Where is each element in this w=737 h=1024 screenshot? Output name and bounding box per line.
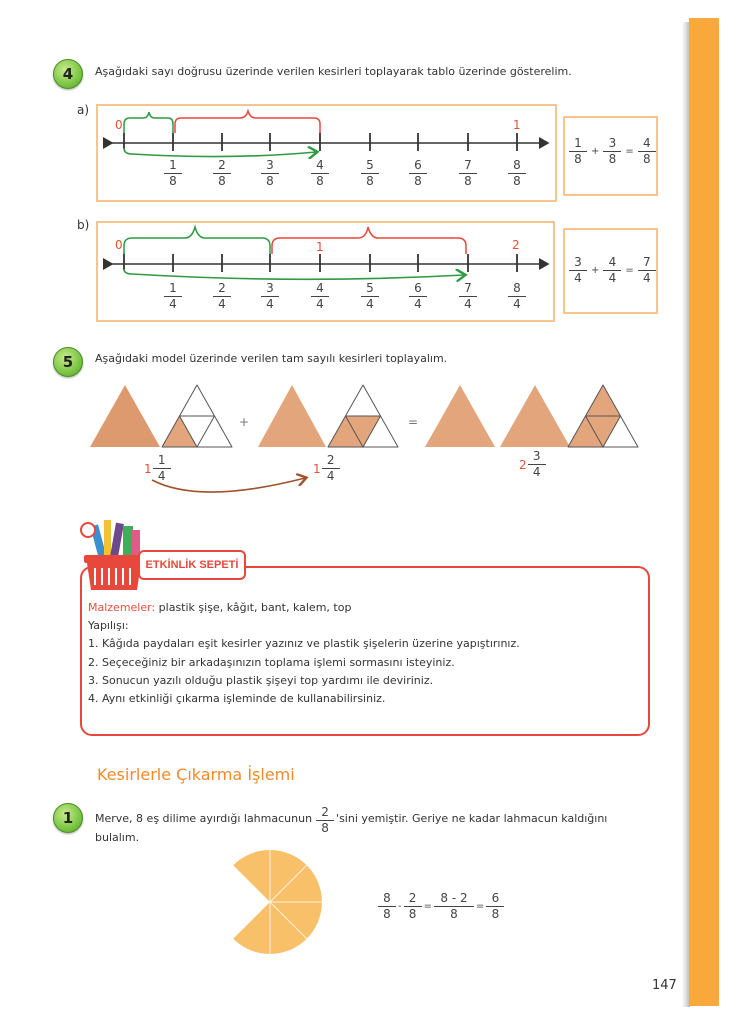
full-triangle (258, 385, 326, 447)
end-label-b: 2 (512, 238, 520, 252)
activity-title: ETKİNLİK SEPETİ (138, 550, 246, 580)
numerator: 2 (218, 158, 226, 172)
numerator: 5 (366, 281, 374, 295)
denominator: 8 (169, 174, 177, 188)
tick-fraction (409, 159, 427, 188)
denominator: 4 (532, 465, 541, 479)
text: Merve, 8 eş dilime ayırdığı lahmacunun (95, 812, 313, 825)
numerator: 6 (414, 158, 422, 172)
numerator: 8 - 2 (440, 891, 468, 905)
quarter-triangle-1 (162, 385, 232, 447)
mixed-number-2 (313, 454, 340, 483)
whole: 2 (519, 457, 527, 472)
operator: + (591, 265, 600, 276)
denominator: 4 (316, 297, 324, 311)
red-brace (175, 111, 320, 133)
denominator: 4 (464, 297, 472, 311)
page-number: 147 (652, 978, 677, 993)
green-arrow (124, 269, 464, 279)
denominator: 8 (316, 174, 324, 188)
denominator: 8 (464, 174, 472, 188)
plus-sign: + (239, 415, 250, 429)
numerator: 2 (218, 281, 226, 295)
denominator: 8 (608, 152, 617, 166)
denominator: 8 (642, 152, 651, 166)
quarter-triangle-2 (328, 385, 398, 447)
numerator: 1 (169, 158, 177, 172)
tick-fraction (311, 282, 329, 311)
numerator: 3 (266, 158, 274, 172)
equals-sign: = (408, 415, 419, 429)
denominator: 8 (513, 174, 521, 188)
full-triangle (425, 385, 495, 447)
step-4: 4. Aynı etkinliği çıkarma işleminde de kullanabilirsiniz. (88, 692, 386, 705)
mid-label-b: 1 (316, 240, 324, 254)
tick-fraction (508, 159, 526, 188)
numerator: 4 (642, 136, 651, 150)
quarter-triangle-3 (568, 385, 638, 447)
numerator: 2 (408, 891, 417, 905)
denominator: 8 (218, 174, 226, 188)
tick-fraction (311, 159, 329, 188)
numerator: 1 (574, 136, 582, 150)
numerator: 4 (316, 158, 324, 172)
operator: = (476, 901, 485, 912)
mixed-number-3 (519, 450, 546, 479)
denominator: 8 (383, 907, 391, 921)
numerator: 7 (464, 281, 472, 295)
denominator: 4 (218, 297, 226, 311)
numerator: 5 (366, 158, 374, 172)
tick-fraction (508, 282, 526, 311)
tick-fraction (409, 282, 427, 311)
step-1: 1. Kâğıda paydaları eşit kesirler yazınız ve plastik şişelerin üzerine yapıştırınız. (88, 637, 520, 650)
full-triangle (500, 385, 570, 447)
numerator: 2 (321, 805, 329, 819)
operator: = (625, 265, 634, 276)
denominator: 4 (266, 297, 274, 311)
start-label-b: 0 (115, 238, 123, 252)
materials-text: plastik şişe, kâğıt, bant, kalem, top (158, 601, 352, 614)
red-brace (272, 227, 466, 254)
subtraction-equation (378, 892, 504, 921)
denominator: 8 (574, 152, 582, 166)
numerator: 4 (316, 281, 324, 295)
tick-fraction (459, 282, 477, 311)
numerator: 8 (513, 281, 521, 295)
tick-fraction (164, 159, 182, 188)
step-2: 2. Seçeceğiniz bir arkadaşınızın toplama işlemi sormasını isteyiniz. (88, 656, 455, 669)
numerator: 6 (414, 281, 422, 295)
triangle-models (90, 385, 638, 492)
steps-label: Yapılışı: (88, 619, 129, 632)
operator: + (591, 146, 600, 157)
end-label-a: 1 (513, 118, 521, 132)
question-1-line2: bulalım. (95, 831, 140, 844)
question-1-line1 (95, 805, 608, 841)
numerator: 3 (608, 136, 617, 150)
numerator: 3 (574, 255, 582, 269)
denominator: 8 (414, 174, 422, 188)
numerator: 6 (491, 891, 500, 905)
tick-fraction (261, 282, 279, 311)
tick-fraction (261, 159, 279, 188)
operator: - (398, 901, 402, 912)
green-arrow (124, 148, 316, 157)
tick-fraction (213, 282, 231, 311)
denominator: 8 (266, 174, 274, 188)
part-a-label: a) (77, 103, 90, 117)
numerator: 1 (157, 453, 166, 467)
activity-box (80, 566, 650, 736)
denominator: 4 (169, 297, 177, 311)
operator: = (423, 901, 432, 912)
number-line-b (112, 227, 548, 279)
numerator: 8 (383, 891, 391, 905)
question-1-badge: 1 (53, 803, 83, 833)
denominator: 4 (608, 271, 617, 285)
denominator: 4 (642, 271, 651, 285)
question-5-badge: 5 (53, 347, 83, 377)
denominator: 8 (366, 174, 374, 188)
numerator: 3 (532, 449, 541, 463)
text: 'sini yemiştir. Geriye ne kadar lahmacun kaldığını (336, 812, 608, 825)
equation-a (569, 137, 656, 166)
denominator: 8 (491, 907, 500, 921)
denominator: 4 (513, 297, 521, 311)
tick-fraction (361, 282, 379, 311)
tick-fraction (361, 159, 379, 188)
part-b-label: b) (77, 218, 90, 232)
numerator: 8 (513, 158, 521, 172)
question-4-badge: 4 (53, 59, 83, 89)
materials-label: Malzemeler: (88, 601, 156, 614)
green-brace (124, 112, 173, 133)
section-title: Kesirlerle Çıkarma İşlemi (97, 765, 295, 784)
denominator: 4 (157, 469, 166, 483)
question-4-text: Aşağıdaki sayı doğrusu üzerinde verilen kesirleri toplayarak tablo üzerinde gösterelim. (95, 65, 572, 78)
materials-line (88, 601, 351, 614)
numerator: 7 (464, 158, 472, 172)
operator: = (625, 146, 634, 157)
denominator: 8 (450, 907, 458, 921)
denominator: 8 (321, 821, 329, 835)
tick-fraction (164, 282, 182, 311)
lahmacun-pie (233, 850, 322, 954)
full-triangle (90, 385, 160, 447)
step-3: 3. Sonucun yazılı olduğu plastik şişeyi top yardımı ile deviriniz. (88, 674, 434, 687)
whole: 1 (144, 461, 152, 476)
mixed-number-1 (144, 454, 171, 483)
tick-fraction (459, 159, 477, 188)
numerator: 1 (169, 281, 177, 295)
curved-arrow (152, 478, 305, 492)
equation-b (569, 256, 656, 285)
denominator: 4 (574, 271, 582, 285)
tick-fraction (213, 159, 231, 188)
start-label-a: 0 (115, 118, 123, 132)
denominator: 8 (408, 907, 417, 921)
denominator: 4 (414, 297, 422, 311)
numerator: 3 (266, 281, 274, 295)
question-5-text: Aşağıdaki model üzerinde verilen tam sayılı kesirleri toplayalım. (95, 352, 448, 365)
whole: 1 (313, 461, 321, 476)
numerator: 4 (608, 255, 617, 269)
green-brace (124, 227, 270, 254)
numerator: 7 (642, 255, 651, 269)
number-line-a (112, 111, 548, 157)
denominator: 4 (366, 297, 374, 311)
denominator: 4 (326, 469, 335, 483)
numerator: 2 (326, 453, 335, 467)
